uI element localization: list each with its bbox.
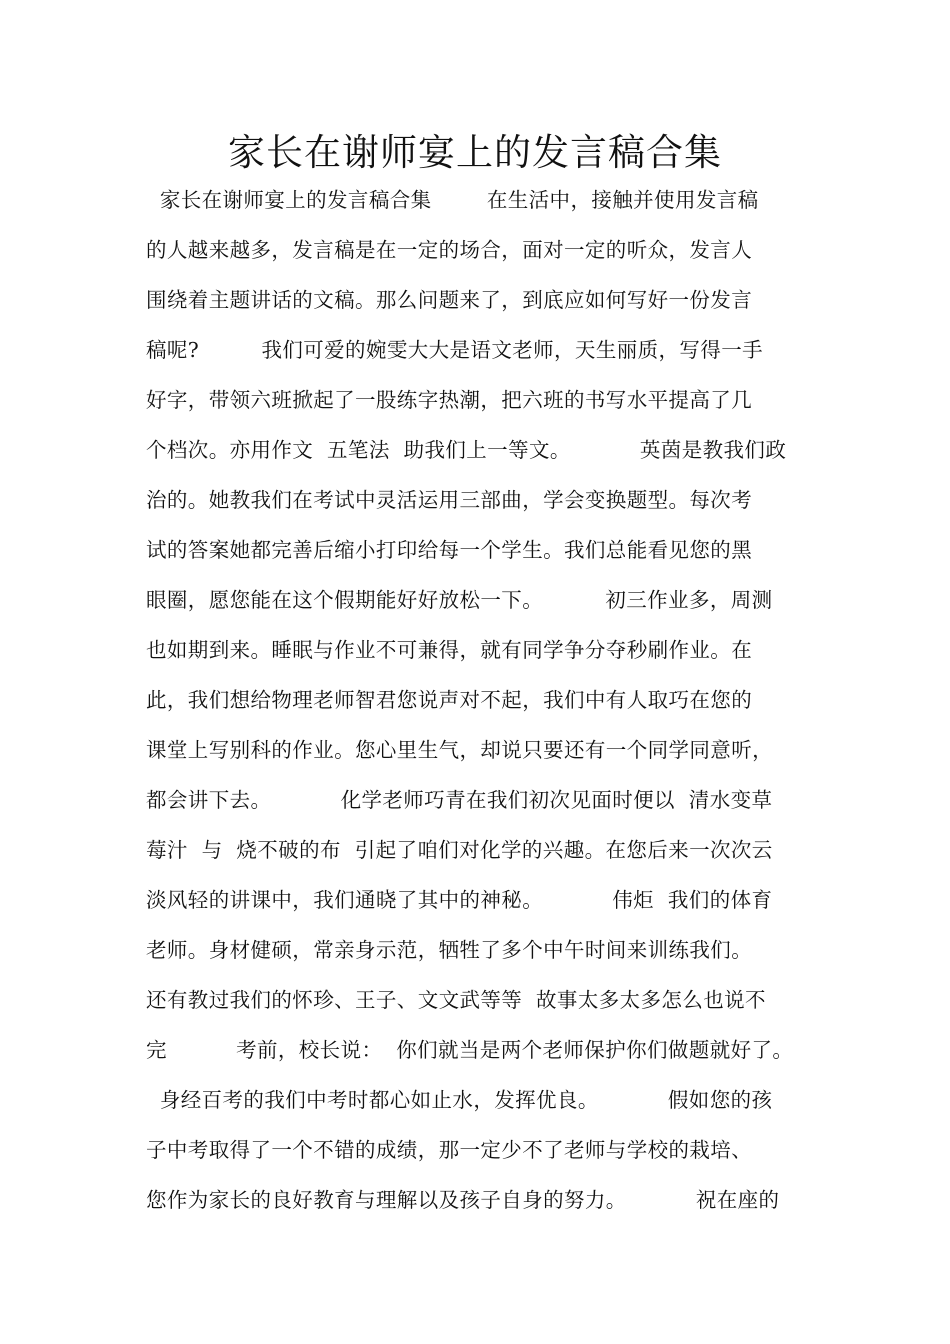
- body-line: 围绕着主题讲话的文稿。那么问题来了，到底应如何写好一份发言: [146, 288, 753, 312]
- document-title: 家长在谢师宴上的发言稿合集: [228, 131, 722, 174]
- body-line: 的人越来越多，发言稿是在一定的场合，面对一定的听众，发言人: [146, 238, 753, 262]
- body-line: 治的。她教我们在考试中灵活运用三部曲，学会变换题型。每次考: [146, 488, 753, 512]
- body-line: 好字，带领六班掀起了一股练字热潮，把六班的书写水平提高了几: [146, 388, 753, 412]
- body-line: 眼圈，愿您能在这个假期能好好放松一下。 初三作业多，周测: [146, 588, 773, 612]
- body-line: 您作为家长的良好教育与理解以及孩子自身的努力。 祝在座的: [146, 1188, 780, 1212]
- body-line: 此，我们想给物理老师智君您说声对不起，我们中有人取巧在您的: [146, 688, 753, 712]
- body-line: 稿呢? 我们可爱的婉雯大大是语文老师，天生丽质，写得一手: [146, 338, 764, 362]
- body-line: 课堂上写别科的作业。您心里生气，却说只要还有一个同学同意听，: [146, 738, 773, 762]
- body-line: 身经百考的我们中考时都心如止水，发挥优良。 假如您的孩: [146, 1088, 773, 1112]
- body-line: 个档次。亦用作文 五笔法 助我们上一等文。 英茵是教我们政: [146, 438, 787, 462]
- body-line: 家长在谢师宴上的发言稿合集 在生活中，接触并使用发言稿: [146, 188, 759, 212]
- body-line: 完 考前，校长说： 你们就当是两个老师保护你们做题就好了。: [146, 1038, 794, 1062]
- body-line: 还有教过我们的怀珍、王子、文文武等等 故事太多太多怎么也说不: [146, 988, 766, 1012]
- body-line: 莓汁 与 烧不破的布 引起了咱们对化学的兴趣。在您后来一次次云: [146, 838, 773, 862]
- body-line: 都会讲下去。 化学老师巧青在我们初次见面时便以 清水变草: [146, 788, 773, 812]
- body-line: 淡风轻的讲课中，我们通晓了其中的神秘。 伟炬 我们的体育: [146, 888, 773, 912]
- body-line: 也如期到来。睡眠与作业不可兼得，就有同学争分夺秒刷作业。在: [146, 638, 753, 662]
- body-line: 子中考取得了一个不错的成绩，那一定少不了老师与学校的栽培、: [146, 1138, 753, 1162]
- body-line: 试的答案她都完善后缩小打印给每一个学生。我们总能看见您的黑: [146, 538, 753, 562]
- body-line: 老师。身材健硕，常亲身示范，牺牲了多个中午时间来训练我们。: [146, 938, 753, 962]
